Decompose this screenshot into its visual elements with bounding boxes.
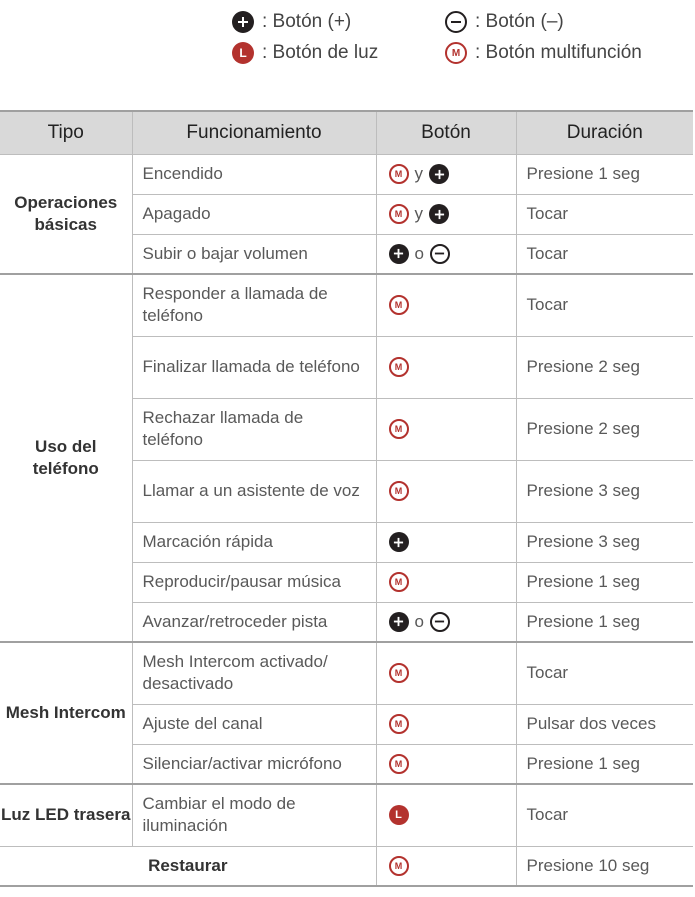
header-duracion: Duración [516,111,693,154]
button-cell [376,784,516,846]
button-sequence [389,714,516,734]
group-uso-del-telefono: Uso del teléfono [0,274,132,642]
button-sequence [389,532,516,552]
duration-cell: Tocar [516,642,693,704]
button-cell [376,846,516,886]
multifunction-button-icon: M [389,164,409,184]
multifunction-button-icon: M [389,572,409,592]
func-cell: Finalizar llamada de teléfono [132,336,376,398]
multifunction-button-icon: M [389,295,409,315]
light-button-icon: L [389,805,409,825]
func-cell: Silenciar/activar micrófono [132,744,376,784]
button-sequence [389,481,516,501]
plus-button-icon [389,244,409,264]
group-luz-led-trasera: Luz LED trasera [0,784,132,846]
button-cell [376,274,516,336]
duration-cell: Presione 1 seg [516,602,693,642]
minus-button-icon [430,244,450,264]
button-sequence [389,295,516,315]
group-operaciones-basicas: Operaciones básicas [0,154,132,274]
button-legend [0,0,695,110]
legend-plus-text: : Botón (+) [262,11,352,32]
plus-button-icon [429,164,449,184]
multifunction-button-icon: M [389,419,409,439]
legend-light-text: : Botón de luz [262,42,379,63]
plus-button-icon [389,612,409,632]
duration-cell: Pulsar dos veces [516,704,693,744]
table-row [0,642,693,704]
duration-cell: Tocar [516,784,693,846]
func-cell: Mesh Intercom activado/ desactivado [132,642,376,704]
multifunction-button-icon: M [389,663,409,683]
duration-cell: Presione 1 seg [516,562,693,602]
legend-light [232,42,378,64]
button-sequence [389,204,516,224]
button-cell [376,522,516,562]
table-header-row [0,111,693,154]
connector-and: y [414,204,423,223]
button-sequence [389,572,516,592]
duration-cell: Presione 1 seg [516,744,693,784]
plus-button-icon [429,204,449,224]
multifunction-button-icon: M [389,481,409,501]
connector-or: o [414,243,424,263]
multifunction-button-icon: M [389,357,409,377]
duration-cell: Presione 2 seg [516,398,693,460]
plus-button-icon [389,532,409,552]
button-sequence [389,357,516,377]
plus-button-icon [232,11,254,33]
minus-button-icon [430,612,450,632]
multifunction-button-icon: M [389,754,409,774]
multifunction-button-icon: M [389,856,409,876]
duration-cell: Tocar [516,194,693,234]
header-boton: Botón [376,111,516,154]
controls-table [0,110,693,887]
func-cell: Apagado [132,194,376,234]
button-cell [376,642,516,704]
header-funcionamiento: Funcionamiento [132,111,376,154]
button-cell [376,398,516,460]
button-cell [376,460,516,522]
restaurar-label: Restaurar [0,846,376,886]
func-cell: Ajuste del canal [132,704,376,744]
button-sequence [389,419,516,439]
button-sequence [389,164,516,184]
table-row [0,846,693,886]
func-cell: Cambiar el modo de iluminación [132,784,376,846]
button-cell [376,704,516,744]
minus-button-icon [445,11,467,33]
duration-cell: Presione 2 seg [516,336,693,398]
duration-cell: Presione 3 seg [516,522,693,562]
duration-cell: Presione 1 seg [516,154,693,194]
button-sequence [389,244,516,264]
button-sequence [389,805,516,825]
button-cell [376,194,516,234]
connector-and: y [414,164,423,183]
multifunction-button-icon: M [389,204,409,224]
button-sequence [389,612,516,632]
multifunction-button-icon: M [389,714,409,734]
button-sequence [389,663,516,683]
button-sequence [389,754,516,774]
duration-cell: Presione 3 seg [516,460,693,522]
button-cell [376,234,516,274]
func-cell: Encendido [132,154,376,194]
legend-minus [445,11,564,33]
legend-multi [445,42,642,64]
multifunction-button-icon: M [445,42,467,64]
func-cell: Avanzar/retroceder pista [132,602,376,642]
func-cell: Reproducir/pausar música [132,562,376,602]
group-mesh-intercom: Mesh Intercom [0,642,132,784]
header-tipo: Tipo [0,111,132,154]
legend-plus [232,11,351,33]
func-cell: Marcación rápida [132,522,376,562]
legend-multi-text: : Botón multifunción [475,42,642,63]
button-cell [376,336,516,398]
func-cell: Subir o bajar volumen [132,234,376,274]
button-cell [376,602,516,642]
light-button-icon: L [232,42,254,64]
button-cell [376,744,516,784]
duration-cell: Presione 10 seg [516,846,693,886]
button-cell [376,154,516,194]
duration-cell: Tocar [516,234,693,274]
button-sequence [389,856,516,876]
connector-or: o [414,611,424,631]
table-row [0,784,693,846]
func-cell: Llamar a un asistente de voz [132,460,376,522]
func-cell: Responder a llamada de teléfono [132,274,376,336]
table-row [0,154,693,194]
table-row [0,274,693,336]
func-cell: Rechazar llamada de teléfono [132,398,376,460]
duration-cell: Tocar [516,274,693,336]
button-cell [376,562,516,602]
legend-minus-text: : Botón (–) [475,11,564,32]
